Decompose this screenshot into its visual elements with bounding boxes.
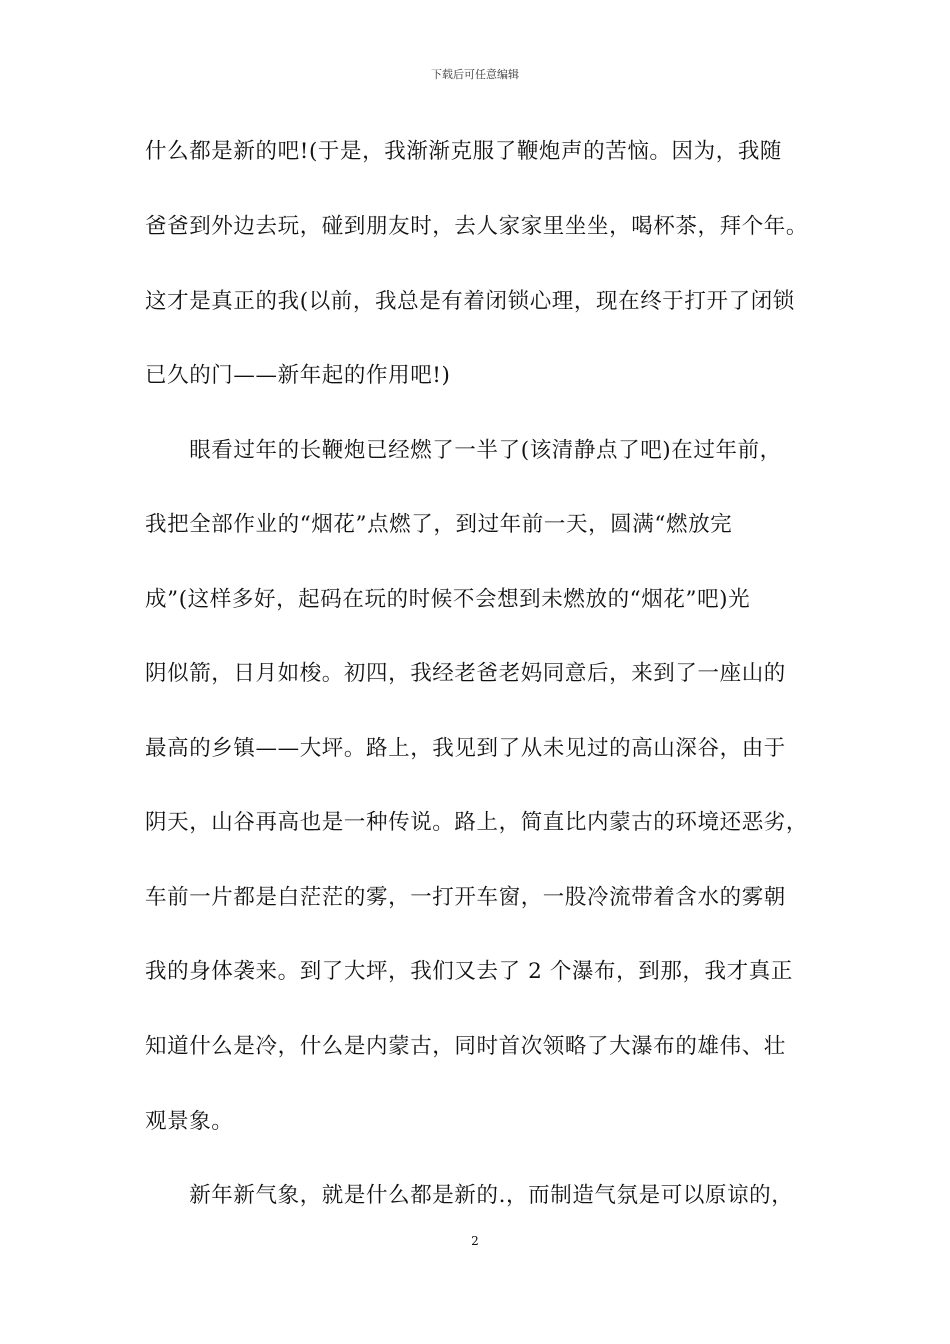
text-line: 眼看过年的长鞭炮已经燃了一半了(该清静点了吧)在过年前， [145,438,782,463]
text-line: 成”(这样多好，起码在玩的时候不会想到未燃放的“烟花”吧)光 [145,587,751,612]
page-number: 2 [471,1234,479,1248]
text-line: 阴天，山谷再高也是一种传说。路上，简直比内蒙古的环境还恶劣， [145,810,809,835]
page-header: 下载后可任意编辑 [431,68,519,81]
text-line: 我的身体袭来。到了大坪，我们又去了 2 个瀑布，到那，我才真正 [145,959,793,984]
text-line: 最高的乡镇——大坪。路上，我见到了从未见过的高山深谷，由于 [145,736,786,761]
text-line: 阴似箭，日月如梭。初四，我经老爸老妈同意后，来到了一座山的 [145,661,786,686]
text-line: 这才是真正的我(以前，我总是有着闭锁心理，现在终于打开了闭锁 [145,289,795,314]
text-line: 知道什么是冷，什么是内蒙古，同时首次领略了大瀑布的雄伟、壮 [145,1034,786,1059]
text-line: 观景象。 [145,1109,234,1134]
text-line: 新年新气象，就是什么都是新的.，而制造气氛是可以原谅的， [145,1183,794,1208]
text-line: 什么都是新的吧!(于是，我渐渐克服了鞭炮声的苦恼。因为，我随 [145,139,783,164]
text-line: 我把全部作业的“烟花”点燃了，到过年前一天，圆满“燃放完 [145,512,733,537]
text-line: 爸爸到外边去玩，碰到朋友时，去人家家里坐坐，喝杯茶，拜个年。 [145,214,809,239]
text-line: 已久的门——新年起的作用吧!) [145,363,451,388]
text-line: 车前一片都是白茫茫的雾，一打开车窗，一股冷流带着含水的雾朝 [145,885,786,910]
